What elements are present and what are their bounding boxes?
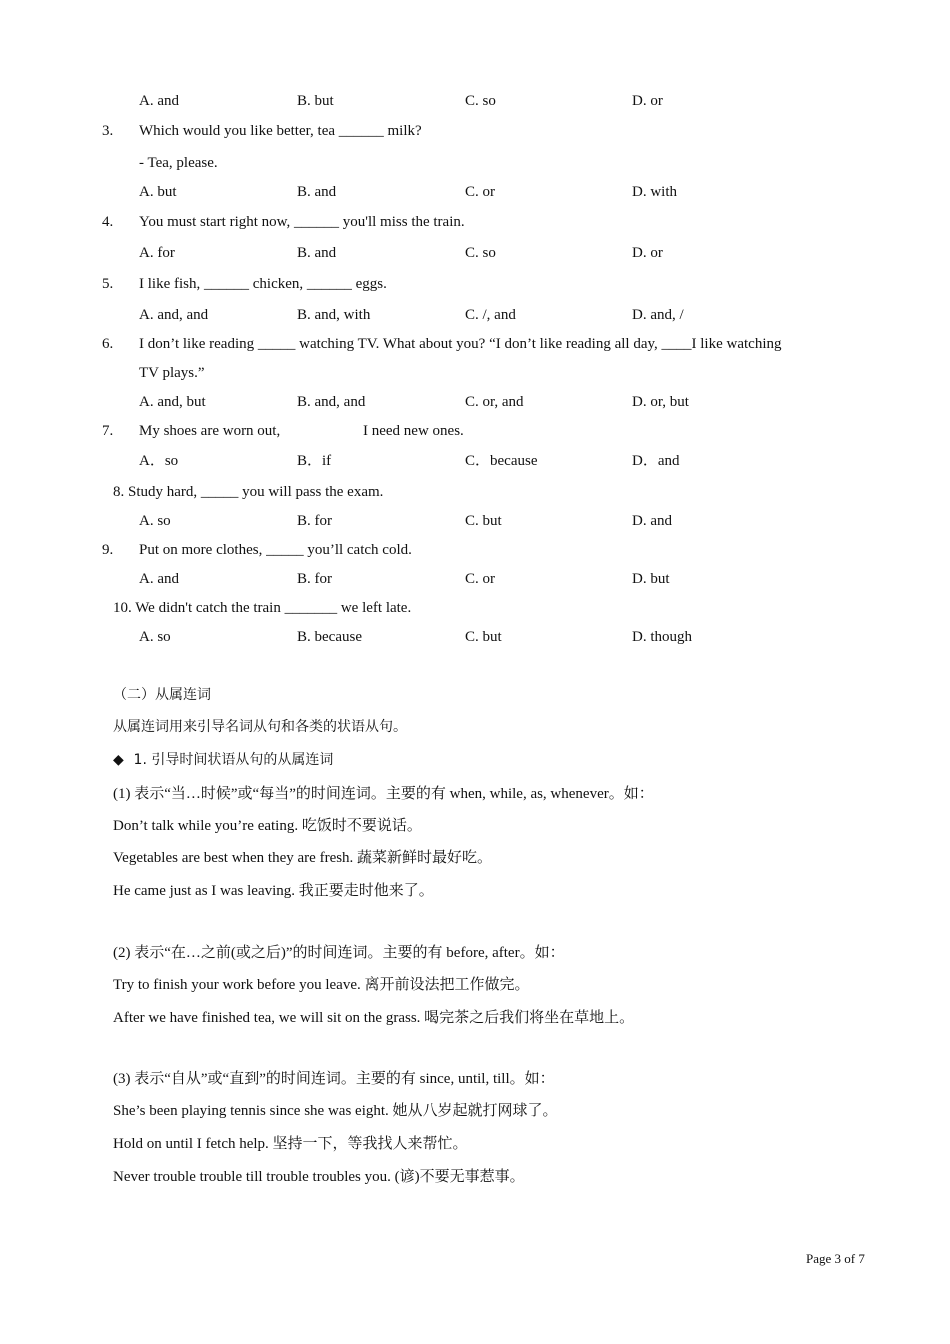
question-number: 6.	[102, 336, 114, 352]
example-sentence: Don’t talk while you’re eating. 吃饭时不要说话。	[113, 818, 422, 834]
option-a: A. and	[139, 93, 179, 109]
option-a: A. so	[139, 629, 171, 645]
option-d: D. or	[632, 245, 663, 261]
option-a: A. but	[139, 184, 177, 200]
option-b: B．if	[297, 453, 332, 469]
section-heading: （二）从属连词	[113, 687, 211, 703]
option-b: B. for	[297, 571, 332, 587]
subsection-title: (3) 表示“自从”或“直到”的时间连词。主要的有 since, until, till。如：	[113, 1071, 555, 1087]
option-c: C. but	[465, 629, 502, 645]
option-a: A. and, but	[139, 394, 206, 410]
question-text: You must start right now, ______ you'll miss the train.	[139, 214, 465, 230]
option-b: B. and	[297, 184, 337, 200]
question-text-continued: TV plays.”	[139, 365, 205, 381]
option-b: B. but	[297, 93, 334, 109]
option-a: A．so	[139, 453, 179, 469]
option-d: D. and, /	[632, 307, 684, 323]
question-text: I like fish, ______ chicken, ______ eggs.	[139, 276, 387, 292]
question-number: 7.	[102, 423, 114, 439]
question-text: I don’t like reading _____ watching TV. What about you? “I don’t like reading all day, ____I like watching	[139, 336, 782, 352]
question-number: 5.	[102, 276, 114, 292]
option-c: C. or, and	[465, 394, 524, 410]
option-a: A. for	[139, 245, 175, 261]
option-a: A. and, and	[139, 307, 209, 323]
option-c: C. or	[465, 184, 495, 200]
example-sentence: After we have finished tea, we will sit on the grass. 喝完茶之后我们将坐在草地上。	[113, 1010, 635, 1026]
question-number: 4.	[102, 214, 114, 230]
option-c: C. but	[465, 513, 502, 529]
option-a: A. and	[139, 571, 179, 587]
option-d: D. though	[632, 629, 692, 645]
subsection-title: (1) 表示“当…时候”或“每当”的时间连词。主要的有 when, while, as, whenever。如：	[113, 786, 654, 802]
example-sentence: Vegetables are best when they are fresh. 蔬菜新鲜时最好吃。	[113, 850, 493, 866]
subsection-title: (2) 表示“在…之前(或之后)”的时间连词。主要的有 before, after。如：	[113, 945, 565, 961]
option-d: D. with	[632, 184, 677, 200]
option-b: B. and, with	[297, 307, 371, 323]
option-c: C. or	[465, 571, 495, 587]
option-c: C. so	[465, 245, 496, 261]
option-d: D. and	[632, 513, 672, 529]
option-d: D. or, but	[632, 394, 689, 410]
option-c: C. so	[465, 93, 496, 109]
page-number: Page 3 of 7	[806, 1251, 865, 1266]
option-b: B. because	[297, 629, 362, 645]
question-text: My shoes are worn out,	[139, 423, 281, 439]
option-b: B. for	[297, 513, 332, 529]
option-c: C. /, and	[465, 307, 516, 323]
option-b: B. and	[297, 245, 337, 261]
question-text-end: I need new ones.	[363, 423, 464, 439]
question-text: Put on more clothes, _____ you’ll catch cold.	[139, 542, 412, 558]
question-text: 10. We didn't catch the train _______ we left late.	[113, 600, 412, 616]
diamond-bullet-icon: ◆	[113, 752, 124, 768]
example-sentence: Hold on until I fetch help. 坚持一下，等我找人来帮忙。	[113, 1136, 468, 1152]
example-sentence: He came just as I was leaving. 我正要走时他来了。	[113, 883, 434, 899]
section-intro: 从属连词用来引导名词从句和各类的状语从句。	[113, 719, 407, 735]
option-a: A. so	[139, 513, 171, 529]
option-d: D. but	[632, 571, 670, 587]
option-c: C．because	[465, 453, 538, 469]
option-b: B. and, and	[297, 394, 366, 410]
question-number: 9.	[102, 542, 114, 558]
question-text: Which would you like better, tea ______ milk?	[139, 123, 422, 139]
example-sentence: Try to finish your work before you leave. 离开前设法把工作做完。	[113, 977, 530, 993]
example-sentence: She’s been playing tennis since she was eight. 她从八岁起就打网球了。	[113, 1103, 558, 1119]
option-d: D．and	[632, 453, 680, 469]
example-sentence: Never trouble trouble till trouble troubles you. (谚)不要无事惹事。	[113, 1169, 525, 1185]
question-text: 8. Study hard, _____ you will pass the exam.	[113, 484, 384, 500]
question-number: 3.	[102, 123, 114, 139]
option-d: D. or	[632, 93, 663, 109]
bullet-line	[113, 751, 333, 769]
answer-line: - Tea, please.	[139, 155, 218, 171]
bullet-text: 1. 引导时间状语从句的从属连词	[133, 752, 334, 768]
